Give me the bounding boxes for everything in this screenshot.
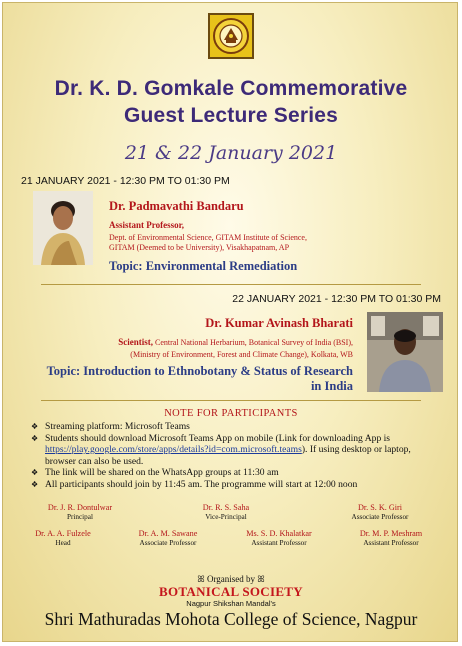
college-name: Shri Mathuradas Mohota College of Science, Nagpur — [44, 609, 418, 629]
member-name: Ms. S. D. Khalatkar — [246, 529, 312, 538]
member-role: Assistant Professor — [251, 539, 307, 547]
speaker2-portrait-icon — [367, 312, 443, 392]
mandal-name: Nagpur Shikshan Mandal's — [186, 599, 276, 608]
speaker1-name: Dr. Padmavathi Bandaru — [109, 199, 244, 213]
member-role: Head — [55, 539, 71, 547]
list-item — [31, 421, 443, 433]
list-item — [31, 467, 443, 479]
speaker2-designation — [33, 337, 353, 348]
society-name: BOTANICAL SOCIETY — [159, 584, 303, 599]
speaker1-affiliation-2: GITAM (Deemed to be University), Visakhapatnam, AP — [109, 243, 290, 252]
emblem-icon — [211, 16, 251, 56]
member-role: Assistant Professor — [363, 539, 419, 547]
speaker2-photo — [367, 312, 443, 392]
list-item — [31, 433, 443, 468]
organised-by: ꕤ Organised by ꕤ — [197, 574, 265, 584]
event-dates: 21 & 22 January 2021 — [124, 142, 338, 164]
speaker2-title: Scientist, — [118, 337, 154, 347]
bullet-icon: ❖ — [31, 468, 39, 478]
list-item — [31, 479, 443, 491]
note-text: Students should download Microsoft Teams App on mobile (Link for downloading App is — [45, 432, 391, 444]
page-title-line2: Guest Lecture Series — [123, 104, 339, 127]
member-name: Dr. A. M. Sawane — [138, 529, 198, 538]
speaker1-photo — [33, 191, 93, 265]
speaker1-designation — [109, 220, 184, 231]
member-name: Dr. M. P. Meshram — [359, 529, 423, 538]
divider — [41, 400, 421, 401]
member-role: Vice-Principal — [205, 513, 247, 521]
notes-list — [31, 421, 443, 491]
committee-member — [25, 503, 135, 521]
committee-member — [113, 529, 223, 547]
note-text: All participants should join by 11:45 am. The programme will start at 12:00 noon — [45, 478, 358, 490]
speaker1-topic: Topic: Environmental Remediation — [109, 259, 298, 273]
speaker2-topic-line2: in India — [310, 379, 353, 393]
committee-member — [13, 529, 113, 547]
member-name: Dr. J. R. Dontulwar — [47, 503, 113, 512]
divider — [41, 284, 421, 285]
member-name: Dr. S. K. Giri — [357, 503, 403, 512]
member-role: Associate Professor — [139, 539, 197, 547]
teams-download-link[interactable]: https://play.google.com/store/apps/details?id=com.microsoft.teams — [45, 444, 302, 456]
speaker2-affiliation-2: (Ministry of Environment, Forest and Climate Change), Kolkata, WB — [130, 350, 353, 359]
member-role: Associate Professor — [351, 513, 409, 521]
poster — [2, 2, 458, 642]
notes-heading: NOTE FOR PARTICIPANTS — [164, 408, 298, 419]
committee-member — [224, 529, 334, 547]
committee-member — [325, 503, 435, 521]
bullet-icon: ❖ — [31, 479, 39, 489]
committee-member — [171, 503, 281, 521]
bullet-icon: ❖ — [31, 422, 39, 431]
page-title-line1: Dr. K. D. Gomkale Commemorative — [54, 77, 408, 100]
note-text: ). If using desktop or laptop, browser can also be used. — [45, 444, 411, 467]
member-name: Dr. A. A. Fulzele — [35, 529, 91, 538]
speaker1-portrait-icon — [33, 191, 93, 265]
bullet-icon: ❖ — [31, 433, 39, 443]
speaker2-topic — [23, 364, 353, 394]
speaker1-affiliation-1: Dept. of Environmental Science, GITAM Institute of Science, — [109, 233, 307, 242]
speaker1-time: 21 JANUARY 2021 - 12:30 PM TO 01:30 PM — [21, 175, 230, 187]
note-text: The link will be shared on the WhatsApp groups at 11:30 am — [45, 467, 279, 479]
speaker2-time: 22 JANUARY 2021 - 12:30 PM TO 01:30 PM — [232, 293, 441, 305]
speaker2-name: Dr. Kumar Avinash Bharati — [205, 316, 353, 330]
speaker2-affiliation-1: Central National Herbarium, Botanical Survey of India (BSI), — [155, 338, 353, 347]
note-text: Streaming platform: Microsoft Teams — [45, 421, 190, 432]
member-name: Dr. R. S. Saha — [202, 503, 250, 512]
committee-member — [336, 529, 446, 547]
member-role: Principal — [67, 513, 93, 521]
speaker1-title: Assistant Professor, — [109, 220, 185, 230]
speaker2-topic-line1: Topic: Introduction to Ethnobotany & Status of Research — [46, 364, 353, 378]
college-emblem-logo — [208, 13, 254, 59]
